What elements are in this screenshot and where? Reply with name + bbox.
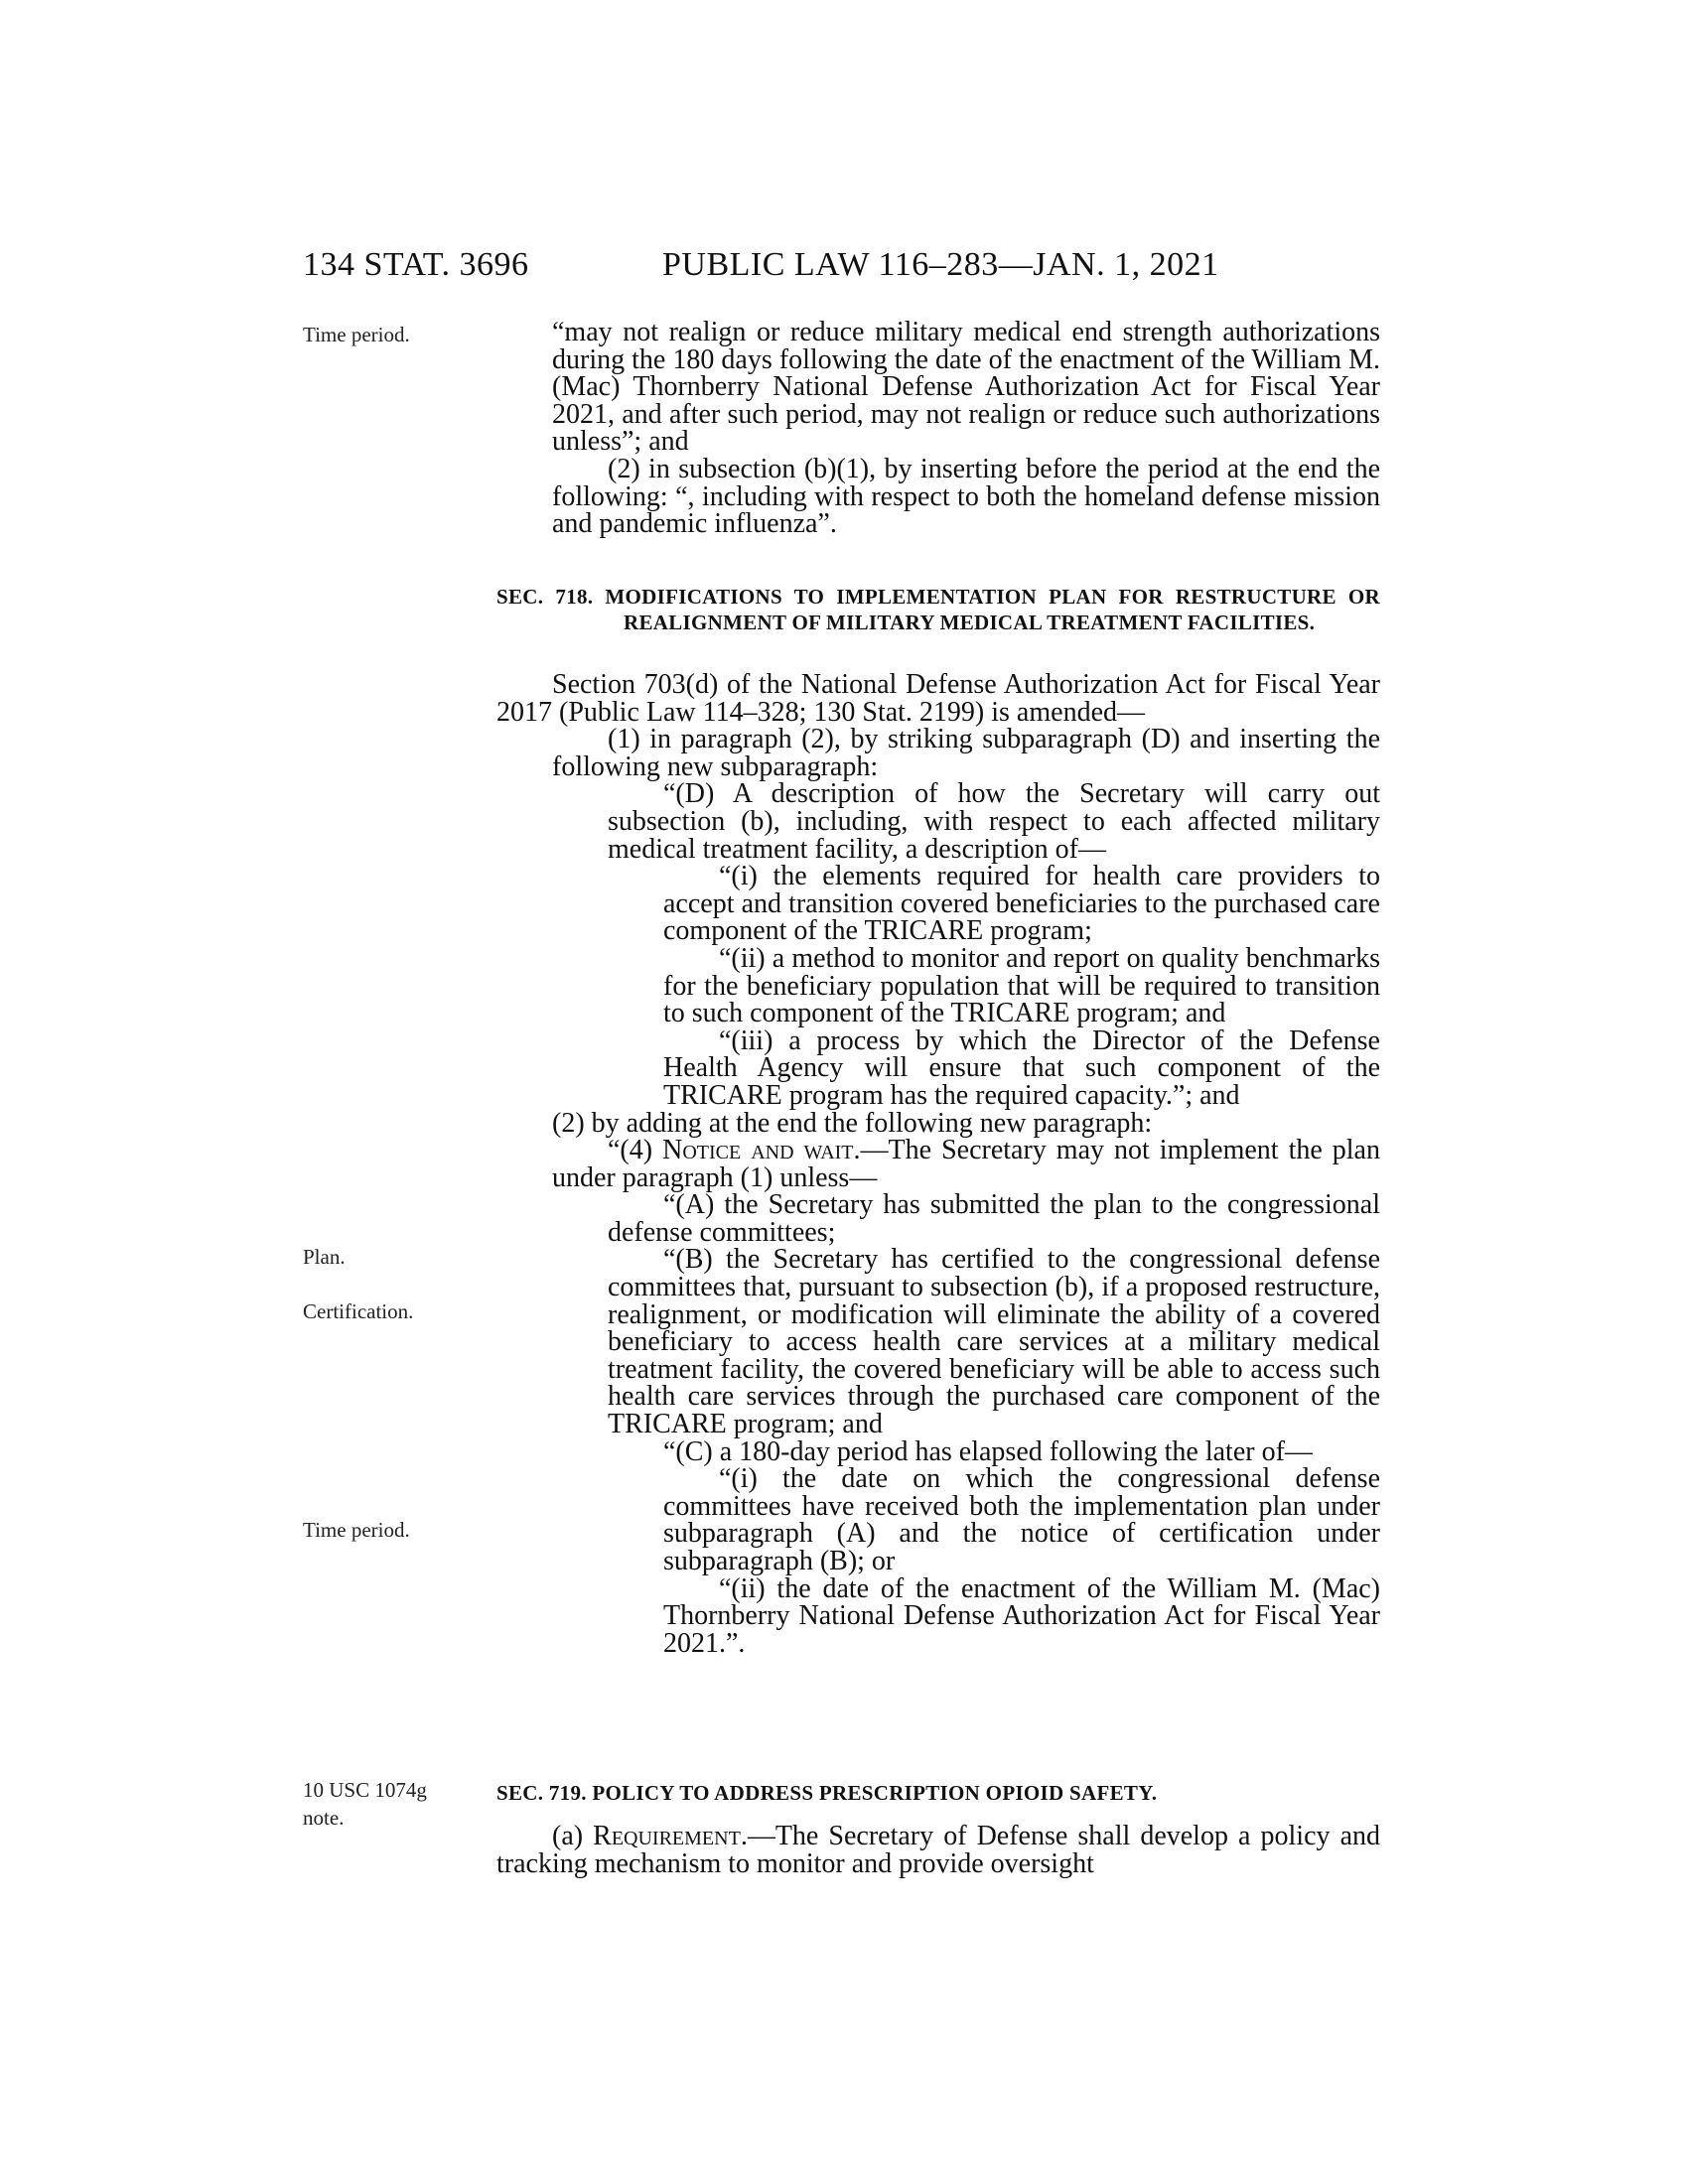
margin-note-time-period-2: Time period. (303, 1518, 410, 1542)
margin-note-usc-line-1: 10 USC 1074g (303, 1778, 427, 1802)
clause-D-i: “(i) the elements required for health care providers to accept and transition covered beneficiaries to the purchased care component of the TRICARE program; (663, 861, 1380, 947)
clause-D-iii: “(iii) a process by which the Director of the Defense Health Agency will ensure that such component of the TRICARE program has the required capacity.”; and (663, 1024, 1380, 1111)
section-719-heading: SEC. 719. POLICY TO ADDRESS PRESCRIPTION OPIOID SAFETY. (496, 1781, 1158, 1805)
subsection-a-heading: Requirement (593, 1821, 741, 1851)
margin-note-usc-line-2: note. (303, 1805, 345, 1830)
text-block-continuation (552, 319, 1380, 538)
margin-note-certification: Certification. (303, 1299, 414, 1323)
margin-note-plan: Plan. (303, 1245, 346, 1269)
clause-D-ii: “(ii) a method to monitor and report on quality benchmarks for the beneficiary population that will be required to transition to such component of the TRICARE program; and (663, 942, 1380, 1029)
subparagraph-D: “(D) A description of how the Secretary will carry out subsection (b), including, with respect to each affected military medical treatment facility, a description of— (608, 778, 1380, 865)
subsection-a-lead: (a) (552, 1821, 594, 1851)
subsection-a (496, 1823, 1380, 1877)
paragraph-1: (1) in paragraph (2), by striking subparagraph (D) and inserting the following new subparagraph: (552, 724, 1380, 782)
margin-note-usc (303, 1777, 427, 1832)
page-title: PUBLIC LAW 116–283—JAN. 1, 2021 (662, 246, 1219, 283)
paragraph-continuation: “may not realign or reduce military medical end strength authorizations during the 180 days following the date of the enactment of the William M. (Mac) Thornberry National Defense Authorization Act for Fiscal Year 2021, and after such period, may not realign or reduce such authorizations unless”; and (552, 317, 1380, 458)
section-718-body (496, 671, 1380, 1657)
subparagraph-B: “(B) the Secretary has certified to the congressional defense committees that, pursuant to subsection (b), if a proposed restructure, realignment, or modification will eliminate the ability of a covered beneficiary to access health care services at a military medical treatment facility, the covered beneficiary will be able to access such health care services through the purchased care component of the TRICARE program; and (608, 1244, 1380, 1440)
subparagraph-C: “(C) a 180-day period has elapsed following the later of— (663, 1435, 1313, 1467)
section-718-heading: SEC. 718. MODIFICATIONS TO IMPLEMENTATION PLAN FOR RESTRUCTURE OR REALIGNMENT OF MILITARY MEDICAL TREATMENT FACILITIES. (496, 585, 1380, 634)
clause-C-ii: “(ii) the date of the enactment of the William M. (Mac) Thornberry National Defense Authorization Act for Fiscal Year 2021.”. (663, 1572, 1380, 1659)
paragraph-4-heading: Notice and wait (662, 1135, 854, 1166)
page-stat-number: 134 STAT. 3696 (303, 246, 529, 283)
subsection-a-text: .—The Secretary of Defense shall develop a policy and tracking mechanism to monitor and provide oversight (496, 1821, 1381, 1879)
section-718-intro: Section 703(d) of the National Defense Authorization Act for Fiscal Year 2017 (Public Law 114–328; 130 Stat. 2199) is amended— (496, 669, 1380, 728)
paragraph-item-2: (2) in subsection (b)(1), by inserting before the period at the end the following: “, including with respect to both the homeland defense mission and pandemic influenza”. (552, 453, 1380, 540)
paragraph-2: (2) by adding at the end the following new paragraph: (552, 1107, 1153, 1139)
paragraph-4-text: .—The Secretary may not implement the plan under paragraph (1) unless— (552, 1135, 1380, 1193)
clause-C-i: “(i) the date on which the congressional defense committees have received both the implementation plan under subparagraph (A) and the notice of certification under subparagraph (B); or (663, 1463, 1380, 1576)
subparagraph-A: “(A) the Secretary has submitted the plan to the congressional defense committees; (608, 1189, 1380, 1248)
paragraph-4-lead: “(4) (608, 1135, 663, 1166)
margin-note-time-period: Time period. (303, 323, 410, 346)
paragraph-4 (552, 1137, 1380, 1191)
section-719-body (496, 1823, 1380, 1877)
